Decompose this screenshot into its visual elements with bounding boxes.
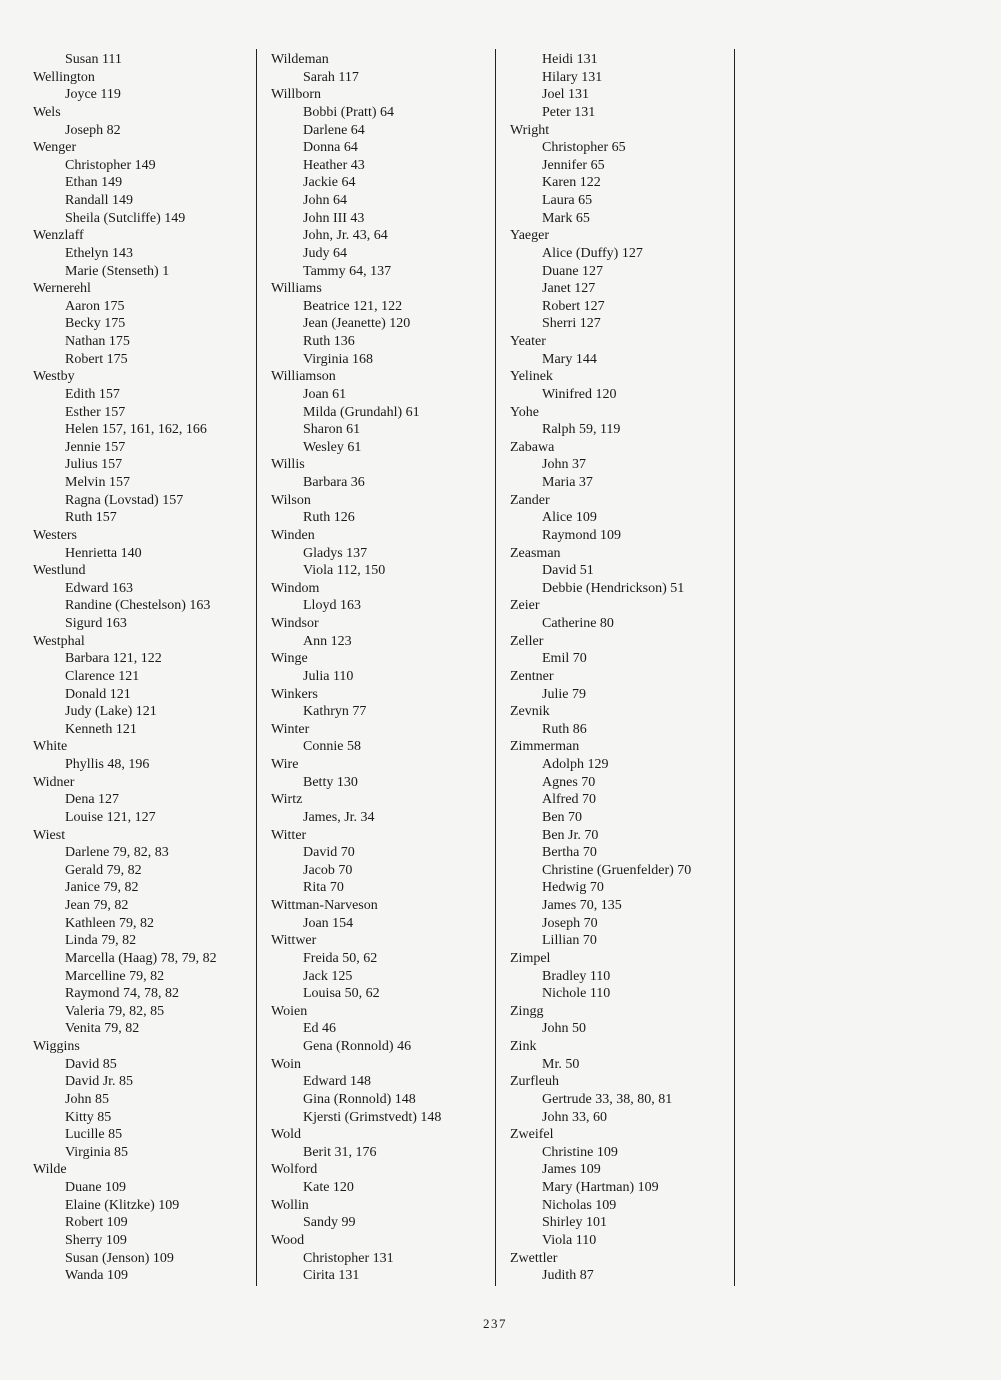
index-name-entry: Mark 65	[542, 210, 590, 226]
index-name-entry: Edward 148	[303, 1074, 372, 1090]
index-name-entry: David 51	[542, 563, 594, 579]
index-name-entry: Jennifer 65	[542, 157, 605, 173]
index-column-3	[510, 51, 732, 1285]
index-name-entry: Robert 109	[65, 1215, 128, 1231]
index-name-entry: Sigurd 163	[65, 616, 127, 631]
index-name-entry: Janice 79, 82	[65, 880, 139, 896]
index-name-entry: Raymond 74, 78, 82	[65, 986, 179, 1002]
index-column-2	[271, 51, 491, 1285]
index-name-entry: Phyllis 48, 196	[65, 757, 150, 772]
index-surname: Wood	[271, 1232, 305, 1248]
index-name-entry: Joel 131	[542, 87, 590, 103]
index-surname: Zentner	[510, 668, 554, 684]
index-surname: Yaeger	[510, 228, 550, 244]
index-surname: Zimpel	[510, 950, 551, 966]
index-name-entry: Judy 64	[303, 245, 347, 261]
index-surname: Zeller	[510, 633, 544, 649]
index-name-entry: Jack 125	[303, 968, 353, 984]
index-name-entry: James, Jr. 34	[303, 809, 375, 825]
index-name-entry: Mary (Hartman) 109	[542, 1180, 659, 1195]
index-surname: Willis	[271, 457, 305, 473]
index-name-entry: Tammy 64, 137	[303, 263, 392, 279]
index-surname: Woin	[271, 1056, 301, 1072]
index-name-entry: Freida 50, 62	[303, 950, 378, 966]
index-surname: Zweifel	[510, 1127, 554, 1143]
index-name-entry: Aaron 175	[65, 298, 125, 314]
index-name-entry: Esther 157	[65, 404, 126, 420]
index-name-entry: Winifred 120	[542, 386, 617, 402]
index-name-entry: Sherry 109	[65, 1232, 127, 1248]
index-name-entry: John 33, 60	[542, 1109, 607, 1125]
index-name-entry: Kate 120	[303, 1180, 354, 1195]
index-name-entry: Sheila (Sutcliffe) 149	[65, 210, 186, 226]
index-name-entry: Julius 157	[65, 457, 123, 473]
index-surname: Zander	[510, 492, 550, 508]
index-name-entry: Milda (Grundahl) 61	[303, 404, 420, 420]
index-name-entry: Marie (Stenseth) 1	[65, 263, 170, 279]
index-name-entry: Ed 46	[303, 1021, 337, 1037]
index-surname: Winter	[271, 721, 310, 737]
index-surname: Zimmerman	[510, 739, 580, 755]
index-name-entry: Robert 175	[65, 351, 128, 367]
index-name-entry: Ruth 126	[303, 510, 355, 526]
index-name-entry: Julie 79	[542, 686, 586, 702]
index-surname: Windom	[271, 580, 320, 596]
index-surname: Yelinek	[510, 369, 553, 385]
index-surname: Westers	[33, 527, 77, 543]
index-name-entry: David 85	[65, 1056, 117, 1072]
index-name-entry: Christopher 65	[542, 140, 626, 156]
index-surname: Wittwer	[271, 933, 317, 949]
index-surname: Williamson	[271, 369, 336, 385]
index-surname: Witter	[271, 827, 307, 843]
index-name-entry: Connie 58	[303, 739, 361, 755]
index-name-entry: Marcelline 79, 82	[65, 968, 165, 984]
index-name-entry: Catherine 80	[542, 616, 614, 631]
index-surname: Wittman-Narveson	[271, 898, 378, 913]
index-name-entry: Julia 110	[303, 668, 354, 684]
index-name-entry: Helen 157, 161, 162, 166	[65, 422, 207, 438]
index-surname: Westphal	[33, 633, 85, 649]
index-name-entry: Heidi 131	[542, 52, 598, 67]
index-name-entry: James 70, 135	[542, 898, 622, 913]
index-name-entry: Louise 121, 127	[65, 809, 156, 825]
index-name-entry: Christopher 131	[303, 1250, 394, 1266]
index-name-entry: Karen 122	[542, 175, 601, 191]
index-name-entry: Mary 144	[542, 351, 597, 367]
index-name-entry: Venita 79, 82	[65, 1021, 140, 1037]
index-name-entry: Lillian 70	[542, 933, 597, 949]
index-surname: Winge	[271, 651, 308, 667]
index-name-entry: Ethan 149	[65, 175, 123, 191]
index-name-entry: Christopher 149	[65, 157, 156, 173]
index-name-entry: Clarence 121	[65, 668, 140, 684]
index-surname: Willborn	[271, 87, 321, 103]
index-name-entry: Gertrude 33, 38, 80, 81	[542, 1091, 673, 1107]
index-surname: Wiest	[33, 827, 66, 843]
index-name-entry: Lloyd 163	[303, 598, 361, 614]
index-name-entry: Linda 79, 82	[65, 933, 137, 949]
index-name-entry: Shirley 101	[542, 1215, 607, 1231]
index-name-entry: Jean 79, 82	[65, 898, 129, 913]
index-name-entry: Elaine (Klitzke) 109	[65, 1197, 180, 1213]
index-name-entry: Agnes 70	[542, 774, 596, 790]
index-surname: Zink	[510, 1039, 537, 1054]
index-name-entry: Sandy 99	[303, 1215, 356, 1231]
index-name-entry: Alfred 70	[542, 792, 597, 808]
index-name-entry: Joan 61	[303, 386, 347, 402]
index-name-entry: Ruth 157	[65, 510, 117, 526]
index-name-entry: Viola 112, 150	[303, 563, 386, 579]
index-name-entry: Darlene 79, 82, 83	[65, 845, 169, 861]
index-name-entry: Jennie 157	[65, 439, 126, 455]
index-name-entry: Alice (Duffy) 127	[542, 245, 643, 261]
index-name-entry: Mr. 50	[542, 1056, 580, 1072]
index-name-entry: Valeria 79, 82, 85	[65, 1003, 165, 1019]
index-name-entry: Emil 70	[542, 651, 587, 667]
index-name-entry: David Jr. 85	[65, 1074, 134, 1090]
index-name-entry: Kathryn 77	[303, 704, 367, 720]
index-name-entry: Susan (Jenson) 109	[65, 1250, 174, 1266]
index-name-entry: Ralph 59, 119	[542, 422, 621, 438]
index-name-entry: Maria 37	[542, 475, 593, 490]
index-surname: Wire	[271, 757, 299, 772]
index-surname: Yeater	[510, 334, 546, 349]
index-name-entry: Donna 64	[303, 140, 358, 156]
index-surname: Zwettler	[510, 1250, 558, 1266]
index-name-entry: Kathleen 79, 82	[65, 915, 155, 931]
index-surname: Wolford	[271, 1162, 318, 1178]
index-surname: Wilson	[271, 492, 311, 508]
column-rule-2	[495, 49, 496, 1286]
index-surname: Woien	[271, 1003, 308, 1019]
index-name-entry: Peter 131	[542, 104, 596, 120]
index-name-entry: John 64	[303, 193, 347, 208]
index-name-entry: Ethelyn 143	[65, 245, 134, 261]
index-name-entry: Debbie (Hendrickson) 51	[542, 580, 685, 596]
index-name-entry: John 85	[65, 1091, 109, 1107]
index-name-entry: Barbara 121, 122	[65, 651, 162, 667]
index-surname: White	[33, 739, 68, 755]
index-name-entry: Donald 121	[65, 686, 131, 702]
index-name-entry: Nathan 175	[65, 334, 130, 349]
index-surname: Wenzlaff	[33, 228, 84, 244]
index-name-entry: Virginia 168	[303, 351, 374, 367]
index-name-entry: Gina (Ronnold) 148	[303, 1091, 416, 1107]
index-name-entry: Judith 87	[542, 1268, 594, 1284]
index-name-entry: Heather 43	[303, 157, 365, 173]
index-name-entry: Virginia 85	[65, 1144, 129, 1160]
index-surname: Wels	[33, 104, 61, 120]
index-surname: Winden	[271, 527, 315, 543]
index-name-entry: Adolph 129	[542, 757, 609, 772]
index-name-entry: Barbara 36	[303, 475, 365, 490]
index-name-entry: James 109	[542, 1162, 601, 1178]
index-name-entry: Laura 65	[542, 193, 593, 208]
index-name-entry: David 70	[303, 845, 355, 861]
index-name-entry: Alice 109	[542, 510, 597, 526]
index-name-entry: Louisa 50, 62	[303, 986, 380, 1002]
index-name-entry: Nichole 110	[542, 986, 611, 1002]
index-name-entry: John, Jr. 43, 64	[303, 228, 388, 244]
index-surname: Zeier	[510, 598, 540, 614]
index-surname: Wold	[271, 1127, 301, 1143]
index-name-entry: Joyce 119	[65, 87, 121, 103]
index-name-entry: Ben Jr. 70	[542, 827, 599, 843]
index-name-entry: Viola 110	[542, 1232, 597, 1248]
index-name-entry: Susan 111	[65, 52, 122, 67]
index-name-entry: Beatrice 121, 122	[303, 298, 403, 314]
index-name-entry: Jean (Jeanette) 120	[303, 316, 411, 332]
index-surname: Zurfleuh	[510, 1074, 559, 1090]
index-name-entry: Cirita 131	[303, 1268, 360, 1284]
index-name-entry: Sherri 127	[542, 316, 601, 332]
index-name-entry: Duane 109	[65, 1180, 127, 1195]
index-surname: Wirtz	[271, 792, 303, 808]
page-number: 237	[483, 1316, 507, 1331]
index-name-entry: Wesley 61	[303, 439, 362, 455]
index-name-entry: John III 43	[303, 210, 365, 226]
index-name-entry: Joseph 70	[542, 915, 598, 931]
index-surname: Zevnik	[510, 704, 550, 720]
index-name-entry: Wanda 109	[65, 1268, 129, 1284]
index-name-entry: Bertha 70	[542, 845, 597, 861]
index-surname: Zingg	[510, 1003, 544, 1019]
index-name-entry: Jackie 64	[303, 175, 356, 191]
index-name-entry: Berit 31, 176	[303, 1144, 377, 1160]
index-surname: Wildeman	[271, 52, 329, 67]
index-name-entry: Joan 154	[303, 915, 354, 931]
index-surname: Yohe	[510, 404, 539, 420]
index-name-entry: Hilary 131	[542, 69, 603, 85]
index-name-entry: Darlene 64	[303, 122, 365, 138]
index-name-entry: Ben 70	[542, 809, 583, 825]
index-surname: Winkers	[271, 686, 318, 702]
index-name-entry: Ann 123	[303, 633, 352, 649]
index-name-entry: John 37	[542, 457, 586, 473]
index-name-entry: Randine (Chestelson) 163	[65, 598, 211, 614]
index-surname: Wellington	[33, 69, 95, 85]
index-name-entry: Gena (Ronnold) 46	[303, 1039, 412, 1054]
index-name-entry: Randall 149	[65, 193, 134, 208]
index-name-entry: Janet 127	[542, 281, 596, 297]
index-name-entry: Kjersti (Grimstvedt) 148	[303, 1109, 442, 1125]
index-name-entry: Bobbi (Pratt) 64	[303, 104, 394, 120]
index-surname: Westby	[33, 369, 75, 385]
index-column-1	[33, 51, 251, 1285]
index-surname: Wenger	[33, 140, 77, 156]
index-surname: Wernerehl	[33, 281, 91, 297]
index-name-entry: Sarah 117	[303, 69, 359, 85]
index-name-entry: Robert 127	[542, 298, 605, 314]
index-name-entry: Marcella (Haag) 78, 79, 82	[65, 950, 217, 966]
index-surname: Wiggins	[33, 1039, 80, 1054]
index-name-entry: Gladys 137	[303, 545, 368, 561]
index-name-entry: Becky 175	[65, 316, 126, 332]
index-name-entry: Joseph 82	[65, 122, 121, 138]
index-name-entry: Ruth 136	[303, 334, 355, 349]
index-name-entry: Kitty 85	[65, 1109, 112, 1125]
index-name-entry: Betty 130	[303, 774, 358, 790]
index-surname: Windsor	[271, 616, 319, 631]
index-name-entry: Bradley 110	[542, 968, 611, 984]
index-name-entry: John 50	[542, 1021, 586, 1037]
index-name-entry: Hedwig 70	[542, 880, 604, 896]
index-name-entry: Melvin 157	[65, 475, 130, 490]
index-surname: Zabawa	[510, 439, 555, 455]
index-name-entry: Christine 109	[542, 1144, 618, 1160]
index-surname: Westlund	[33, 563, 86, 579]
index-surname: Williams	[271, 281, 322, 297]
index-name-entry: Edith 157	[65, 386, 120, 402]
index-name-entry: Sharon 61	[303, 422, 361, 438]
index-name-entry: Kenneth 121	[65, 721, 137, 737]
index-name-entry: Ruth 86	[542, 721, 587, 737]
index-surname: Wilde	[33, 1162, 67, 1178]
index-name-entry: Dena 127	[65, 792, 120, 808]
index-surname: Wright	[510, 122, 550, 138]
index-name-entry: Lucille 85	[65, 1127, 123, 1143]
index-name-entry: Christine (Gruenfelder) 70	[542, 862, 692, 878]
index-name-entry: Duane 127	[542, 263, 604, 279]
index-surname: Zeasman	[510, 545, 561, 561]
index-name-entry: Henrietta 140	[65, 545, 142, 561]
index-name-entry: Edward 163	[65, 580, 134, 596]
index-name-entry: Judy (Lake) 121	[65, 704, 157, 720]
index-name-entry: Jacob 70	[303, 862, 353, 878]
index-surname: Widner	[33, 774, 75, 790]
index-name-entry: Rita 70	[303, 880, 344, 896]
column-rule-1	[256, 49, 257, 1286]
index-surname: Wollin	[271, 1197, 309, 1213]
index-name-entry: Nicholas 109	[542, 1197, 617, 1213]
index-name-entry: Gerald 79, 82	[65, 862, 142, 878]
index-name-entry: Ragna (Lovstad) 157	[65, 492, 184, 508]
column-rule-3	[734, 49, 735, 1286]
index-name-entry: Raymond 109	[542, 527, 621, 543]
